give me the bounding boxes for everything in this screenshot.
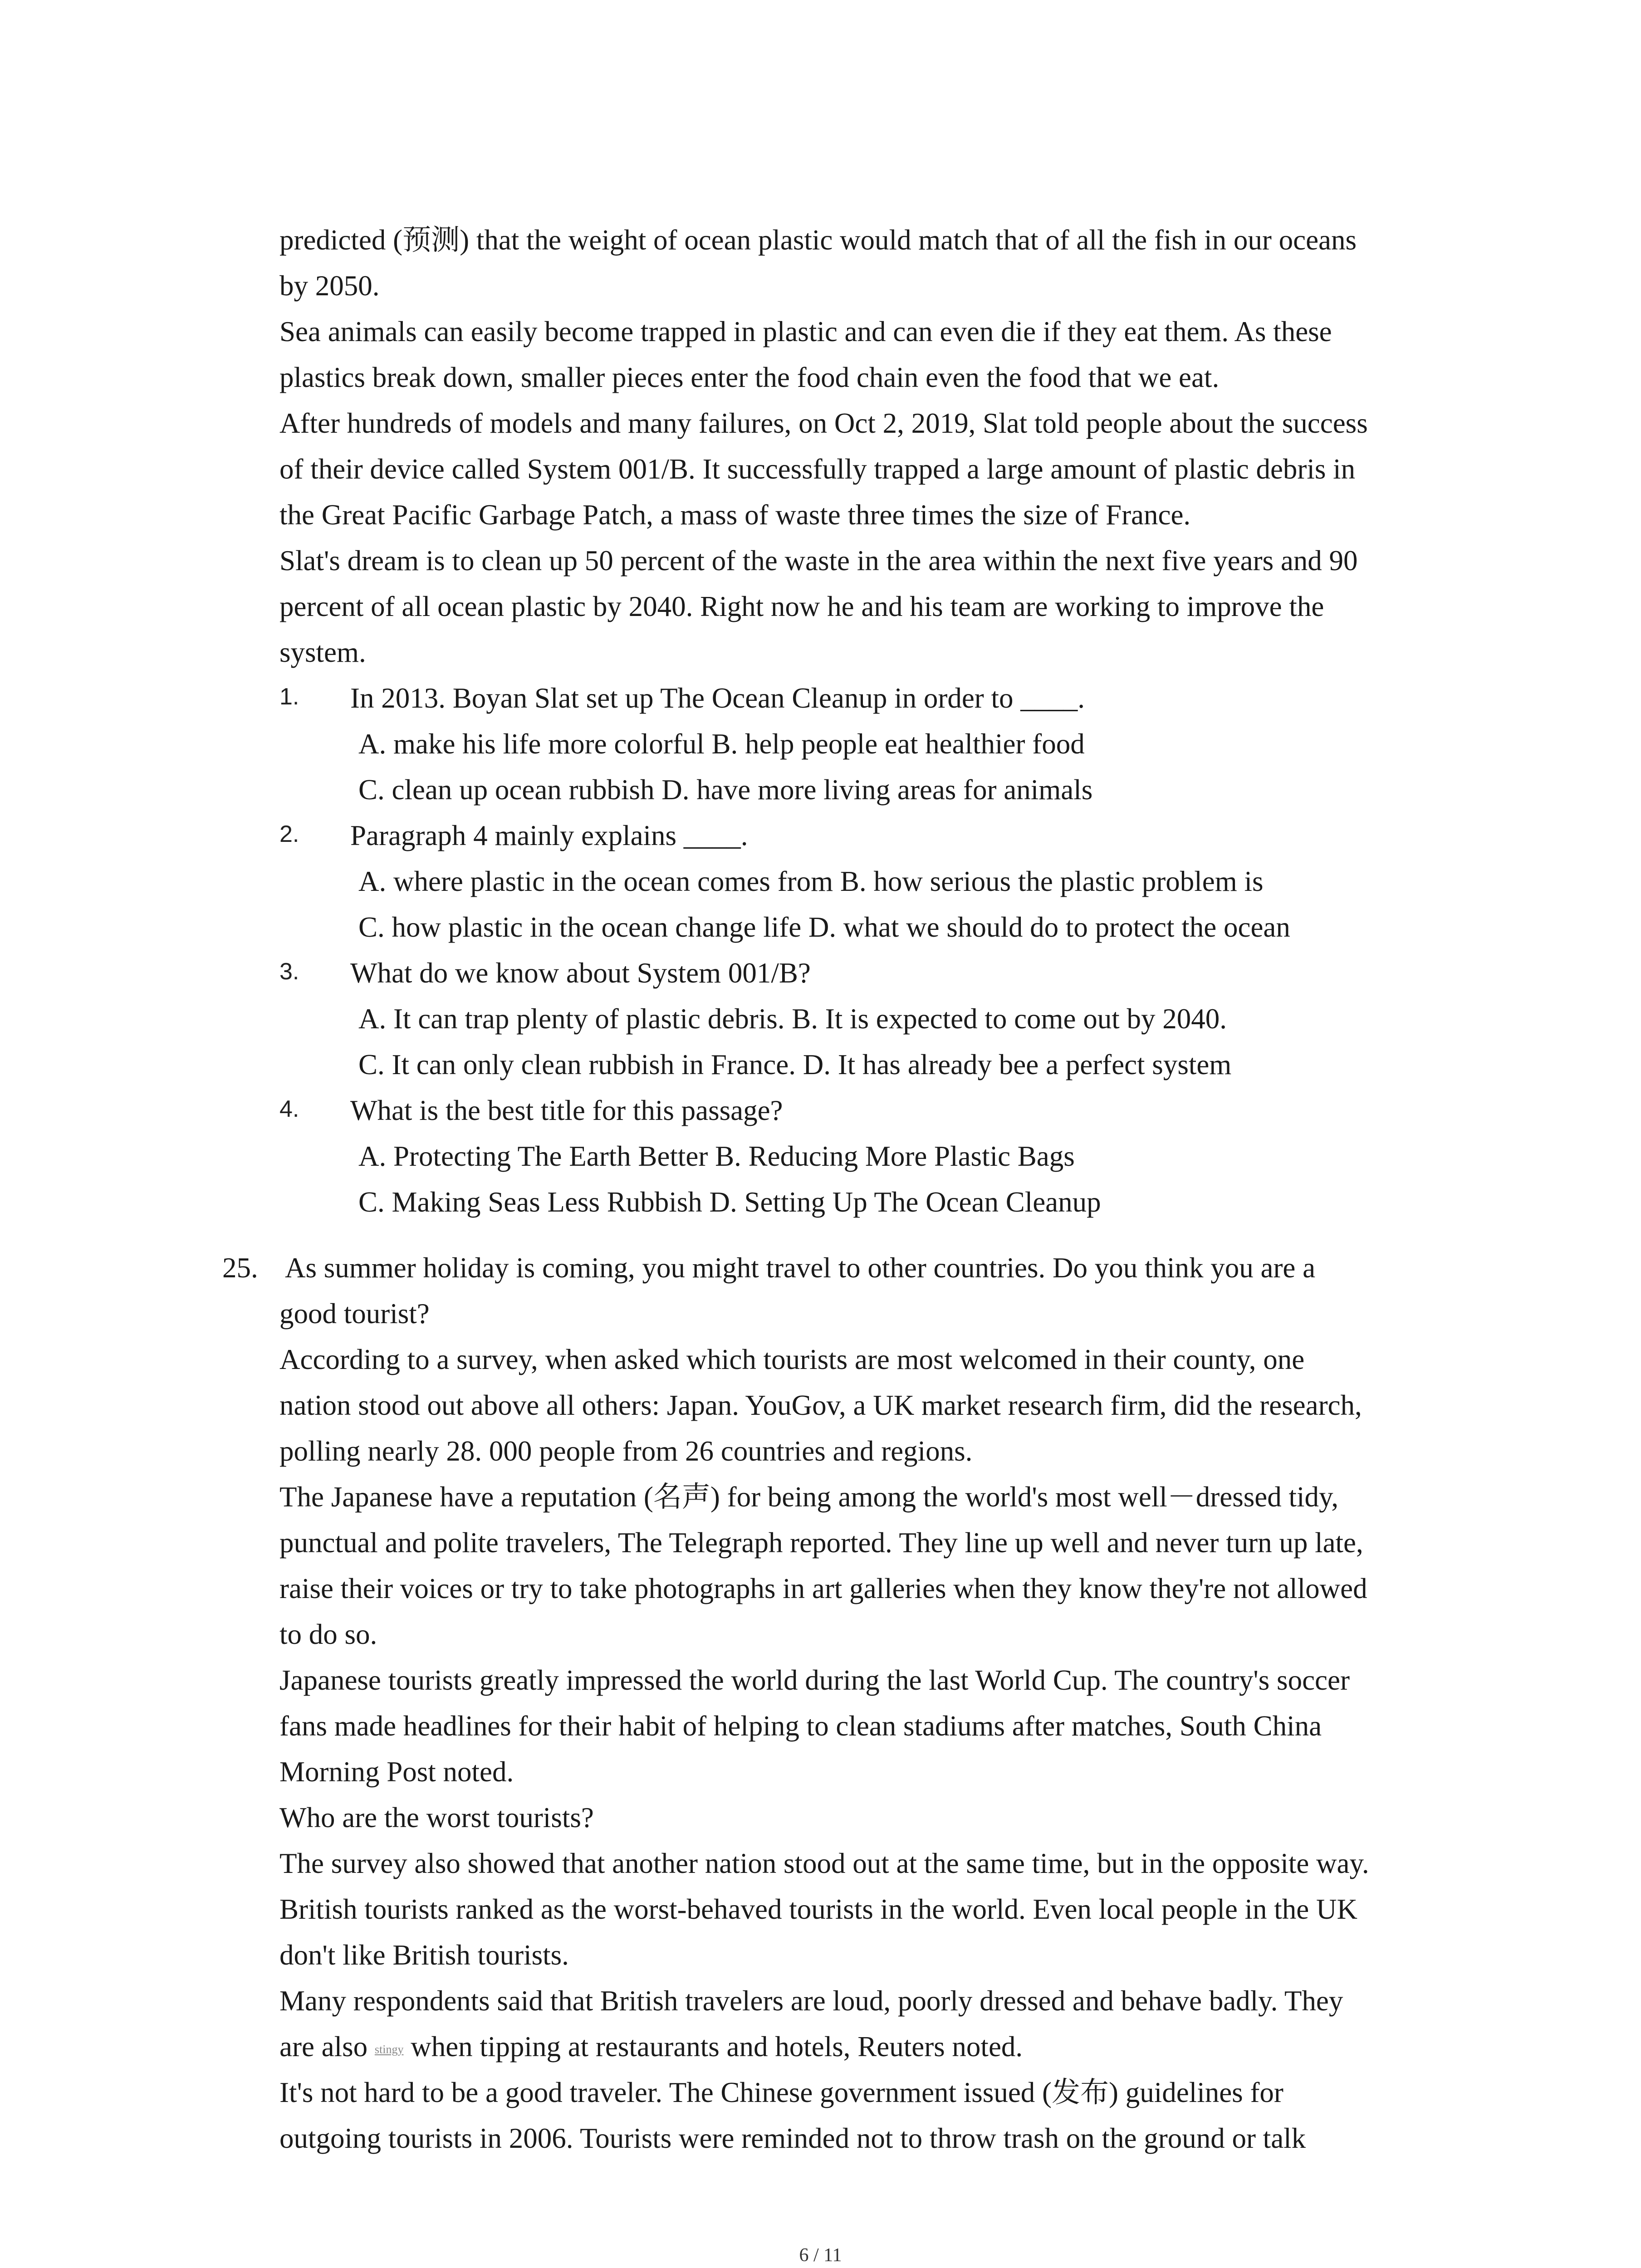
answer-options: A. It can trap plenty of plastic debris. B. It is expected to come out by 2040. — [358, 1003, 1227, 1035]
passage-line: British tourists ranked as the worst-behaved tourists in the world. Even local people in the UK — [279, 1893, 1358, 1925]
stingy-word: stingy — [374, 2043, 404, 2056]
answer-options: C. how plastic in the ocean change life D. what we should do to protect the ocean — [358, 911, 1290, 943]
passage-line: Many respondents said that British travelers are loud, poorly dressed and behave badly. They — [279, 1985, 1343, 2017]
question-number: 25. — [222, 1252, 258, 1284]
question-number: 4. — [279, 1096, 299, 1122]
answer-options: C. Making Seas Less Rubbish D. Setting Up The Ocean Cleanup — [358, 1186, 1101, 1218]
passage-line: nation stood out above all others: Japan. YouGov, a UK market research firm, did the research, — [279, 1389, 1362, 1421]
passage-line: Slat's dream is to clean up 50 percent of the waste in the area within the next five years and 90 — [279, 545, 1358, 577]
passage-line: punctual and polite travelers, The Telegraph reported. They line up well and never turn up late, — [279, 1527, 1363, 1559]
passage-line: plastics break down, smaller pieces enter the food chain even the food that we eat. — [279, 362, 1220, 393]
passage-line: percent of all ocean plastic by 2040. Right now he and his team are working to improve the — [279, 591, 1324, 622]
passage-line: According to a survey, when asked which tourists are most welcomed in their county, one — [279, 1344, 1305, 1375]
question-text: What do we know about System 001/B? — [350, 957, 811, 989]
question-text: In 2013. Boyan Slat set up The Ocean Cleanup in order to ____. — [350, 682, 1085, 714]
passage-line: outgoing tourists in 2006. Tourists were reminded not to throw trash on the ground or talk — [279, 2122, 1306, 2154]
question-number: 1. — [279, 684, 299, 710]
passage-line: The Japanese have a reputation (名声) for being among the world's most well－dressed tidy, — [279, 1481, 1339, 1513]
passage-line — [279, 2033, 1023, 2061]
text-segment: are also — [279, 2031, 375, 2063]
passage-line: system. — [279, 636, 366, 668]
question-number: 3. — [279, 958, 299, 985]
passage-line: polling nearly 28. 000 people from 26 countries and regions. — [279, 1435, 973, 1467]
passage-line: As summer holiday is coming, you might travel to other countries. Do you think you are a — [285, 1252, 1316, 1284]
question-text: Paragraph 4 mainly explains ____. — [350, 820, 748, 851]
text-segment: when tipping at restaurants and hotels, Reuters noted. — [403, 2031, 1023, 2063]
passage-line: the Great Pacific Garbage Patch, a mass of waste three times the size of France. — [279, 499, 1191, 531]
passage-line: fans made headlines for their habit of helping to clean stadiums after matches, South China — [279, 1710, 1322, 1742]
passage-line: Morning Post noted. — [279, 1756, 514, 1788]
answer-options: A. Protecting The Earth Better B. Reducing More Plastic Bags — [358, 1140, 1075, 1172]
passage-line: don't like British tourists. — [279, 1939, 569, 1971]
passage-subheading: Who are the worst tourists? — [279, 1802, 594, 1833]
question-text: What is the best title for this passage? — [350, 1095, 783, 1126]
passage-line: good tourist? — [279, 1298, 430, 1330]
passage-line: of their device called System 001/B. It successfully trapped a large amount of plastic debris in — [279, 453, 1356, 485]
passage-line: Japanese tourists greatly impressed the world during the last World Cup. The country's soccer — [279, 1664, 1350, 1696]
passage-line: It's not hard to be a good traveler. The Chinese government issued (发布) guidelines for — [279, 2077, 1283, 2108]
passage-line: raise their voices or try to take photographs in art galleries when they know they're not allowed — [279, 1573, 1367, 1604]
passage-line: After hundreds of models and many failures, on Oct 2, 2019, Slat told people about the success — [279, 407, 1368, 439]
answer-options: C. It can only clean rubbish in France. D. It has already bee a perfect system — [358, 1049, 1232, 1080]
answer-options: A. where plastic in the ocean comes from B. how serious the plastic problem is — [358, 865, 1264, 897]
passage-line: The survey also showed that another nation stood out at the same time, but in the opposite way. — [279, 1848, 1369, 1879]
passage-line: Sea animals can easily become trapped in plastic and can even die if they eat them. As these — [279, 316, 1332, 347]
page-number: 6 / 11 — [799, 2245, 842, 2266]
question-number: 2. — [279, 821, 299, 847]
passage-line: by 2050. — [279, 270, 380, 302]
passage-line: predicted (预测) that the weight of ocean plastic would match that of all the fish in our oceans — [279, 224, 1357, 256]
answer-options: A. make his life more colorful B. help people eat healthier food — [358, 728, 1085, 760]
passage-line: to do so. — [279, 1618, 377, 1650]
answer-options: C. clean up ocean rubbish D. have more living areas for animals — [358, 774, 1093, 806]
